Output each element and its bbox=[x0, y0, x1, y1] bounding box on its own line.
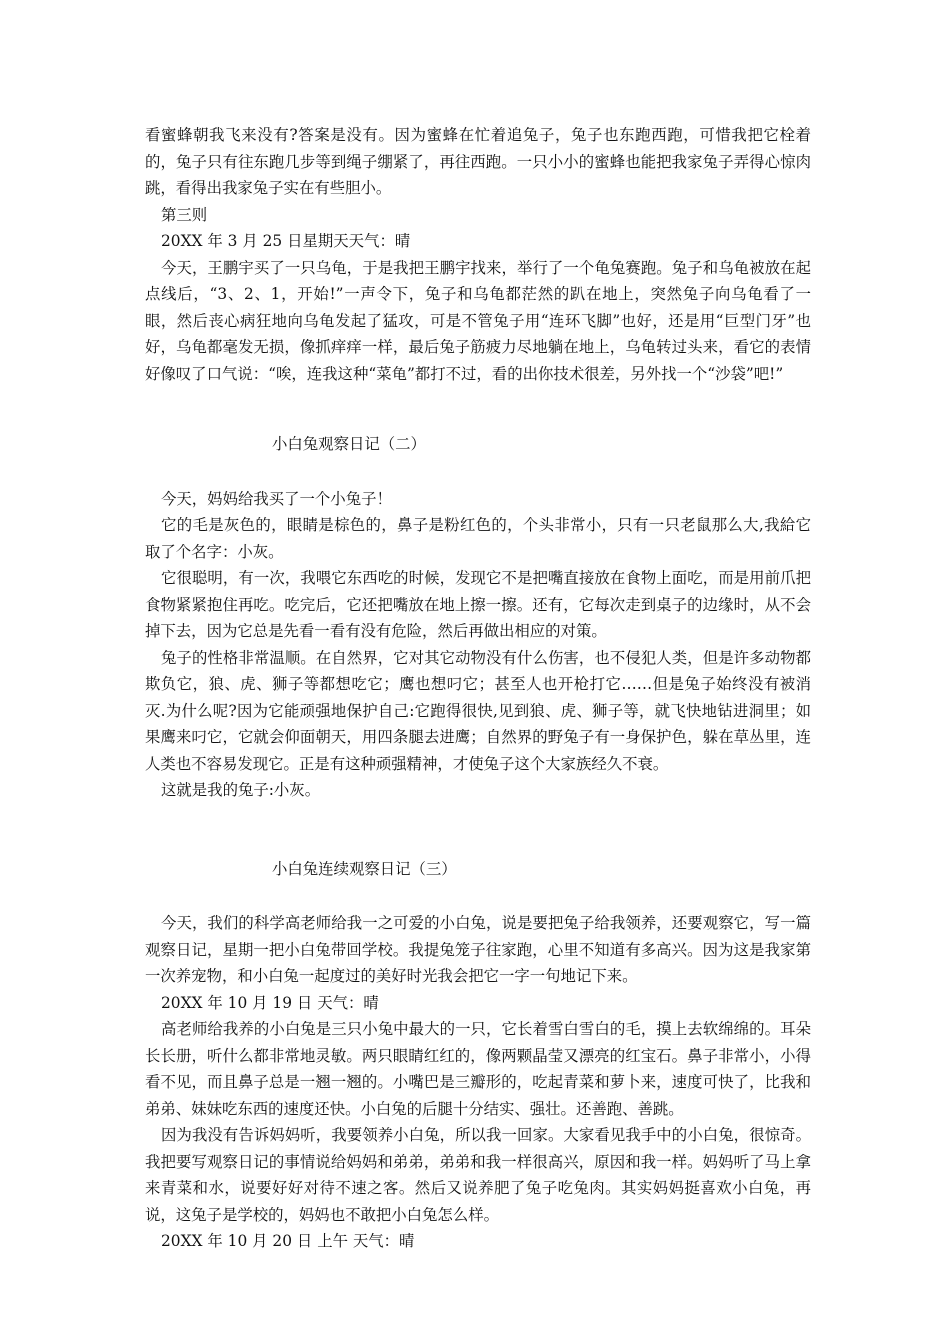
paragraph: 高老师给我养的小白兔是三只小兔中最大的一只，它长着雪白雪白的毛，摸上去软绵绵的。耳朵长长册，听什么都非常地灵敏。两只眼睛红红的，像两颗晶莹又漂亮的红宝石。鼻子非常小，小得看不见，而且鼻子总是一翘一翘的。小嘴巴是三瓣形的，吃起青菜和萝卜来，速度可快了，比我和弟弟、妹妹吃东西的速度还快。小白兔的后腿十分结实、强壮。还善跑、善跳。 bbox=[145, 1020, 811, 1118]
diary-date: 20XX 年 10 月 20 日 上午 天气：晴 bbox=[161, 1232, 415, 1250]
paragraph: 这就是我的兔子:小灰。 bbox=[161, 781, 321, 799]
document-page bbox=[145, 122, 811, 1255]
diary-date: 20XX 年 3 月 25 日星期天天气：晴 bbox=[161, 232, 411, 250]
section-title: 小白兔连续观察日记（三） bbox=[272, 859, 457, 878]
paragraph: 看蜜蜂朝我飞来没有?答案是没有。因为蜜蜂在忙着追兔子，兔子也东跑西跑，可惜我把它栓着的，兔子只有往东跑几步等到绳子绷紧了，再往西跑。一只小小的蜜蜂也能把我家兔子弄得心惊肉跳，看得出我家兔子实在有些胆小。 bbox=[145, 126, 811, 197]
paragraph: 今天，妈妈给我买了一个小兔子！ bbox=[161, 489, 392, 508]
section-three bbox=[145, 856, 811, 1255]
section-prev bbox=[145, 122, 811, 387]
paragraph: 今天，我们的科学高老师给我一之可爱的小白兔，说是要把兔子给我领养，还要观察它，写一篇观察日记，星期一把小白兔带回学校。我提兔笼子往家跑，心里不知道有多高兴。因为这是我家第一次养宠物，和小白兔一起度过的美好时光我会把它一字一句地记下来。 bbox=[145, 914, 811, 985]
diary-date: 20XX 年 10 月 19 日 天气：晴 bbox=[161, 993, 379, 1012]
paragraph: 兔子的性格非常温顺。在自然界，它对其它动物没有什么伤害，也不侵犯人类，但是许多动物都欺负它，狼、虎、狮子等都想吃它；鹰也想叼它；甚至人也开枪打它……但是兔子始终没有被消灭.为什么呢?因为它能顽强地保护自己:它跑得很快,见到狼、虎、狮子等，就飞快地钻进洞里；如果鹰来叼它，它就会仰面朝天，用四条腿去进鹰；自然界的野兔子有一身保护色，躲在草丛里，连人类也不容易发现它。正是有这种顽强精神，才使兔子这个大家族经久不衰。 bbox=[145, 648, 811, 773]
paragraph: 因为我没有告诉妈妈听，我要领养小白兔，所以我一回家。大家看见我手中的小白兔，很惊奇。我把要写观察日记的事情说给妈妈和弟弟，弟弟和我一样很高兴，原因和我一样。妈妈听了马上拿来青菜和水，说要好好对待不速之客。然后又说养肥了兔子吃兔肉。其实妈妈挺喜欢小白兔，再说，这兔子是学校的，妈妈也不敢把小白兔怎么样。 bbox=[145, 1126, 811, 1224]
paragraph: 它的毛是灰色的，眼睛是棕色的，鼻子是粉红色的，个头非常小，只有一只老鼠那么大,我給它取了个名字：小灰。 bbox=[145, 516, 811, 561]
sub-heading: 第三则 bbox=[161, 205, 208, 224]
section-two bbox=[145, 431, 811, 804]
paragraph: 今天，王鹏宇买了一只乌龟，于是我把王鹏宇找来，举行了一个龟兔赛跑。兔子和乌龟被放在起点线后，“3、2、1，开始!”一声令下，兔子和乌龟都茫然的趴在地上，突然兔子向乌龟看了一眼，然后丧心病狂地向乌龟发起了猛攻，可是不管兔子用“连环飞脚”也好，还是用“巨型门牙”也好，乌龟都毫发无损，像抓痒痒一样，最后兔子筋疲力尽地躺在地上，乌龟转过头来，看它的表情好像叹了口气说：“唉，连我这种“菜龟”都打不过，看的出你技术很差，另外找一个“沙袋”吧!” bbox=[145, 258, 811, 383]
section-title: 小白兔观察日记（二） bbox=[272, 435, 426, 453]
paragraph: 它很聪明，有一次，我喂它东西吃的时候，发现它不是把嘴直接放在食物上面吃，而是用前爪把食物紧紧抱住再吃。吃完后，它还把嘴放在地上擦一擦。还有，它每次走到桌子的边缘时，从不会掉下去，因为它总是先看一看有没有危险，然后再做出相应的对策。 bbox=[145, 569, 811, 640]
